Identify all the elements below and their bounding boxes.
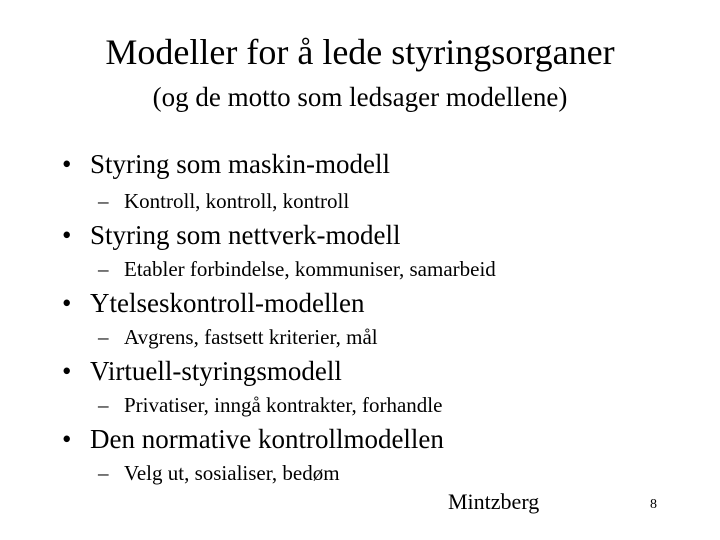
bullet-icon: • bbox=[62, 220, 72, 250]
sub-item-label: Etabler forbindelse, kommuniser, samarbeid bbox=[124, 257, 496, 281]
dash-icon: – bbox=[98, 189, 109, 213]
dash-icon: – bbox=[98, 325, 109, 349]
sub-item bbox=[98, 324, 378, 350]
slide-subtitle: (og de motto som ledsager modellene) bbox=[152, 82, 568, 112]
bullet-icon: • bbox=[62, 149, 72, 179]
sub-item bbox=[98, 188, 349, 214]
slide-title: Modeller for å lede styringsorganer bbox=[105, 32, 615, 72]
sub-item bbox=[98, 256, 496, 282]
bullet-icon: • bbox=[62, 424, 72, 454]
sub-item-label: Kontroll, kontroll, kontroll bbox=[124, 189, 350, 213]
dash-icon: – bbox=[98, 393, 109, 417]
sub-item-label: Avgrens, fastsett kriterier, mål bbox=[124, 325, 378, 349]
sub-item bbox=[98, 460, 340, 486]
bullet-item bbox=[62, 219, 400, 251]
bullet-label: Virtuell-styringsmodell bbox=[90, 356, 342, 386]
sub-item bbox=[98, 392, 442, 418]
bullet-label: Den normative kontrollmodellen bbox=[90, 424, 444, 454]
dash-icon: – bbox=[98, 461, 109, 485]
bullet-item bbox=[62, 355, 342, 387]
author-credit: Mintzberg bbox=[448, 489, 540, 514]
bullet-item bbox=[62, 423, 444, 455]
bullet-label: Styring som nettverk-modell bbox=[90, 220, 401, 250]
bullet-label: Styring som maskin-modell bbox=[90, 149, 390, 179]
dash-icon: – bbox=[98, 257, 109, 281]
bullet-label: Ytelseskontroll-modellen bbox=[90, 288, 365, 318]
page-number: 8 bbox=[650, 497, 657, 512]
bullet-icon: • bbox=[62, 356, 72, 386]
bullet-item bbox=[62, 148, 390, 180]
sub-item-label: Privatiser, inngå kontrakter, forhandle bbox=[124, 393, 443, 417]
bullet-item bbox=[62, 287, 364, 319]
sub-item-label: Velg ut, sosialiser, bedøm bbox=[124, 461, 340, 485]
bullet-icon: • bbox=[62, 288, 72, 318]
